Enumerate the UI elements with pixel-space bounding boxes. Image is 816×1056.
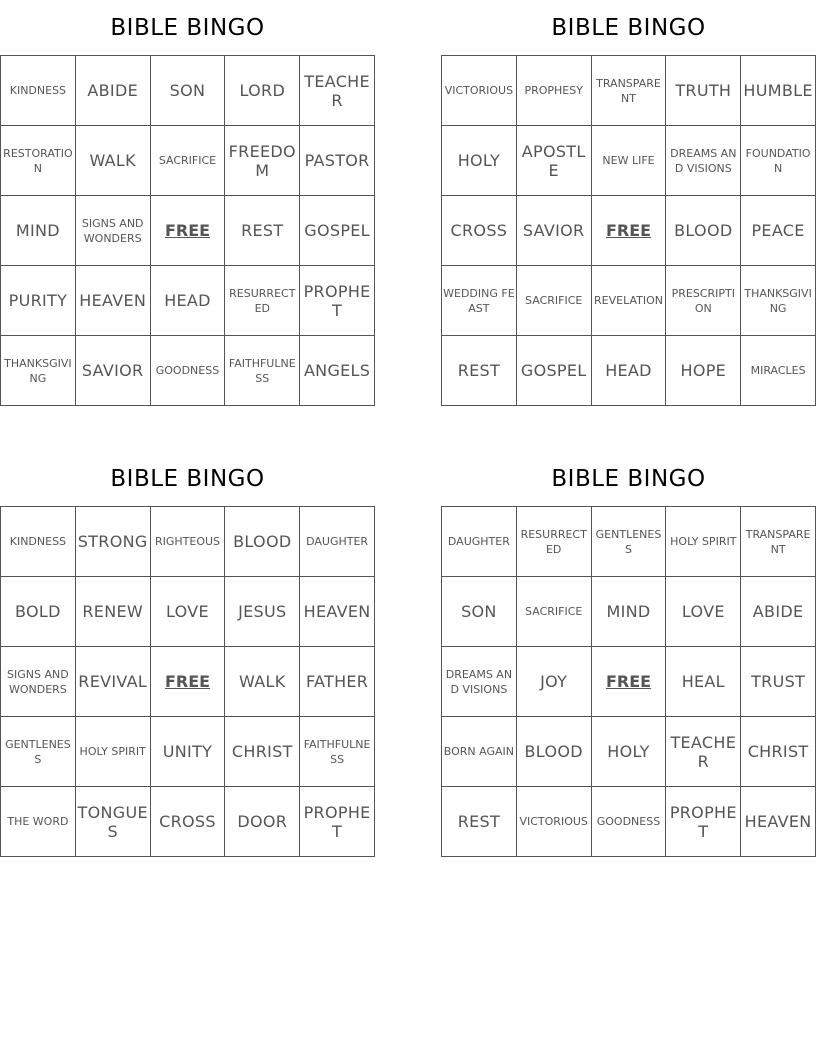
bingo-cell: HOLY xyxy=(591,717,666,787)
bingo-cell: SAVIOR xyxy=(75,336,150,406)
bingo-cell: GOSPEL xyxy=(516,336,591,406)
bingo-cell: CROSS xyxy=(442,196,517,266)
bingo-row xyxy=(1,647,375,717)
bingo-cell: KINDNESS xyxy=(1,507,76,577)
bingo-cell: NEW LIFE xyxy=(591,126,666,196)
bingo-cell: HOLY xyxy=(442,126,517,196)
bingo-cell: BLOOD xyxy=(516,717,591,787)
bingo-cell: HEAD xyxy=(150,266,225,336)
bingo-cell: LOVE xyxy=(666,577,741,647)
bingo-cell: RENEW xyxy=(75,577,150,647)
bingo-cell: THANKSGIVING xyxy=(741,266,816,336)
bingo-cell: RESTORATION xyxy=(1,126,76,196)
bingo-cell: HOLY SPIRIT xyxy=(75,717,150,787)
bingo-cell: TRUTH xyxy=(666,56,741,126)
bingo-cell: GOODNESS xyxy=(150,336,225,406)
bingo-cell: ABIDE xyxy=(75,56,150,126)
bingo-row xyxy=(442,126,816,196)
bingo-row xyxy=(442,577,816,647)
card-title: BIBLE BINGO xyxy=(110,466,265,492)
bingo-cell: SIGNS AND WONDERS xyxy=(1,647,76,717)
bingo-row xyxy=(442,266,816,336)
bingo-cell: SON xyxy=(442,577,517,647)
card-title: BIBLE BINGO xyxy=(110,15,265,41)
bingo-cell: REST xyxy=(225,196,300,266)
bingo-cell: RESURRECTED xyxy=(516,507,591,577)
bingo-cell: BLOOD xyxy=(666,196,741,266)
bingo-cell: HEAVEN xyxy=(741,787,816,857)
bingo-cell: HOPE xyxy=(666,336,741,406)
bingo-cell: BOLD xyxy=(1,577,76,647)
bingo-grid xyxy=(0,506,375,857)
bingo-cell: HOLY SPIRIT xyxy=(666,507,741,577)
bingo-cell: JESUS xyxy=(225,577,300,647)
bingo-cell: GENTLENESS xyxy=(591,507,666,577)
bingo-cell: VICTORIOUS xyxy=(442,56,517,126)
bingo-row xyxy=(1,507,375,577)
bingo-row xyxy=(442,717,816,787)
free-space: FREE xyxy=(591,647,666,717)
bingo-cell: PROPHESY xyxy=(516,56,591,126)
bingo-cell: ABIDE xyxy=(741,577,816,647)
bingo-cell: GOSPEL xyxy=(300,196,375,266)
bingo-cell: SACRIFICE xyxy=(516,266,591,336)
bingo-cell: SIGNS AND WONDERS xyxy=(75,196,150,266)
bingo-cell: FREEDOM xyxy=(225,126,300,196)
card-title: BIBLE BINGO xyxy=(551,15,706,41)
bingo-cell: PRESCRIPTION xyxy=(666,266,741,336)
bingo-row xyxy=(442,507,816,577)
bingo-cell: WALK xyxy=(225,647,300,717)
bingo-cell: PROPHET xyxy=(300,787,375,857)
bingo-grid xyxy=(0,55,375,406)
bingo-cell: THE WORD xyxy=(1,787,76,857)
bingo-cell: BLOOD xyxy=(225,507,300,577)
bingo-cell: FOUNDATION xyxy=(741,126,816,196)
bingo-cell: MIND xyxy=(1,196,76,266)
bingo-cell: REVIVAL xyxy=(75,647,150,717)
bingo-cell: TRUST xyxy=(741,647,816,717)
bingo-row xyxy=(1,266,375,336)
bingo-cell: DAUGHTER xyxy=(300,507,375,577)
bingo-cell: LOVE xyxy=(150,577,225,647)
bingo-cell: TRANSPARENT xyxy=(741,507,816,577)
bingo-cell: REVELATION xyxy=(591,266,666,336)
bingo-cell: APOSTLE xyxy=(516,126,591,196)
bingo-cell: HUMBLE xyxy=(741,56,816,126)
bingo-cell: HEAD xyxy=(591,336,666,406)
bingo-cell: PROPHET xyxy=(666,787,741,857)
free-space: FREE xyxy=(591,196,666,266)
bingo-cell: DREAMS AND VISIONS xyxy=(442,647,517,717)
free-space: FREE xyxy=(150,196,225,266)
bingo-cell: PASTOR xyxy=(300,126,375,196)
bingo-row xyxy=(1,196,375,266)
bingo-cell: REST xyxy=(442,787,517,857)
bingo-cell: ANGELS xyxy=(300,336,375,406)
bingo-row xyxy=(1,577,375,647)
bingo-cell: VICTORIOUS xyxy=(516,787,591,857)
bingo-row xyxy=(442,196,816,266)
bingo-cell: TEACHER xyxy=(666,717,741,787)
bingo-cell: FATHER xyxy=(300,647,375,717)
bingo-cell: FAITHFULNESS xyxy=(225,336,300,406)
bingo-row xyxy=(1,56,375,126)
bingo-row xyxy=(442,336,816,406)
bingo-row xyxy=(1,126,375,196)
bingo-cell: CROSS xyxy=(150,787,225,857)
bingo-grid xyxy=(441,55,816,406)
bingo-row xyxy=(442,56,816,126)
bingo-cell: DREAMS AND VISIONS xyxy=(666,126,741,196)
bingo-cell: CHRIST xyxy=(225,717,300,787)
bingo-row xyxy=(442,787,816,857)
bingo-cell: RIGHTEOUS xyxy=(150,507,225,577)
bingo-grid xyxy=(441,506,816,857)
bingo-cell: MIRACLES xyxy=(741,336,816,406)
bingo-cell: LORD xyxy=(225,56,300,126)
bingo-cell: BORN AGAIN xyxy=(442,717,517,787)
bingo-cell: DOOR xyxy=(225,787,300,857)
bingo-row xyxy=(1,787,375,857)
bingo-cell: WALK xyxy=(75,126,150,196)
bingo-cell: SACRIFICE xyxy=(516,577,591,647)
bingo-cell: GENTLENESS xyxy=(1,717,76,787)
bingo-cell: TONGUES xyxy=(75,787,150,857)
card-title: BIBLE BINGO xyxy=(551,466,706,492)
bingo-cell: PURITY xyxy=(1,266,76,336)
bingo-cell: KINDNESS xyxy=(1,56,76,126)
bingo-cell: HEAVEN xyxy=(300,577,375,647)
bingo-cell: REST xyxy=(442,336,517,406)
bingo-cell: TEACHER xyxy=(300,56,375,126)
bingo-cell: UNITY xyxy=(150,717,225,787)
bingo-cell: HEAVEN xyxy=(75,266,150,336)
bingo-cell: JOY xyxy=(516,647,591,717)
bingo-cell: STRONG xyxy=(75,507,150,577)
bingo-cell: SAVIOR xyxy=(516,196,591,266)
bingo-cell: MIND xyxy=(591,577,666,647)
bingo-cell: SACRIFICE xyxy=(150,126,225,196)
bingo-cell: SON xyxy=(150,56,225,126)
bingo-cell: GOODNESS xyxy=(591,787,666,857)
bingo-cell: HEAL xyxy=(666,647,741,717)
bingo-row xyxy=(1,336,375,406)
bingo-cell: PEACE xyxy=(741,196,816,266)
bingo-row xyxy=(1,717,375,787)
bingo-cell: DAUGHTER xyxy=(442,507,517,577)
bingo-cell: CHRIST xyxy=(741,717,816,787)
bingo-cell: RESURRECTED xyxy=(225,266,300,336)
bingo-cell: WEDDING FEAST xyxy=(442,266,517,336)
free-space: FREE xyxy=(150,647,225,717)
bingo-cell: THANKSGIVING xyxy=(1,336,76,406)
bingo-cell: FAITHFULNESS xyxy=(300,717,375,787)
bingo-row xyxy=(442,647,816,717)
bingo-cell: TRANSPARENT xyxy=(591,56,666,126)
bingo-cell: PROPHET xyxy=(300,266,375,336)
